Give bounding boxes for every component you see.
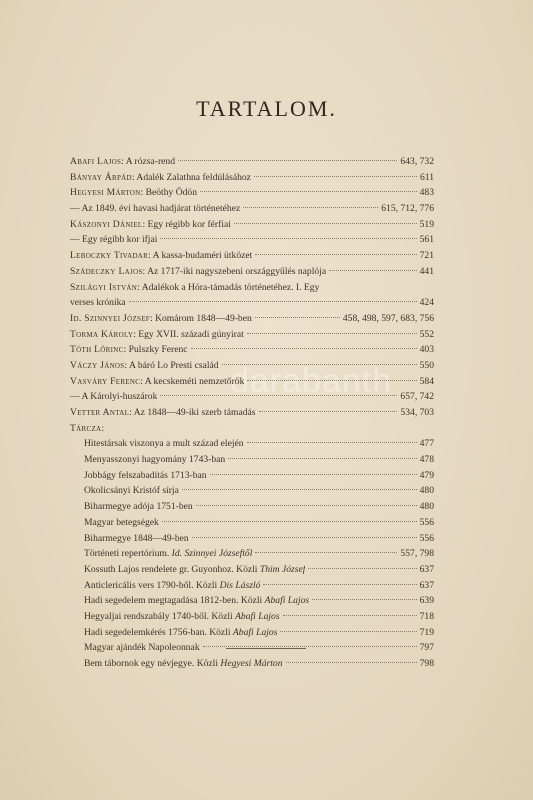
entry-pages: 615, 712, 776 [381,203,434,215]
entry-contributor: Abafi Lajos [264,595,310,607]
entry-author: Tóth Lőrinc [70,344,124,356]
entry-pages: 561 [419,234,434,246]
entry-text [84,436,244,452]
entry-author: Torma Károly [70,328,134,340]
toc-entry [70,201,434,217]
toc-entry [70,374,434,390]
entry-title: — Egy régibb kor ifjai [70,234,158,246]
entry-title: Hadi segedelem megtagadása 1812-ben. Közli [84,595,265,607]
entry-title: : Egy régibb kor férfiai [142,218,231,230]
entry-text [84,468,207,484]
entry-text [70,327,244,343]
dot-leader [308,568,416,569]
entry-title: : Pulszky Ferenc [123,344,188,356]
entry-text [84,625,277,641]
entry-text [70,421,104,437]
entry-text [84,640,200,656]
dot-leader [255,317,340,318]
dot-leader [243,207,378,208]
entry-pages: 611 [419,171,434,183]
entry-author: Leboczky Tivadar [70,250,149,262]
entry-pages: 556 [419,516,434,528]
toc-subentry [70,656,434,672]
entry-title: Jobbágy felszabadítás 1713-ban [84,469,207,481]
watermark: darabanth [230,362,393,400]
entry-text [84,515,159,531]
entry-pages: 441 [419,265,434,277]
toc-subentry [70,468,434,484]
entry-pages: 584 [419,375,434,387]
entry-title: : Az 1848—49-iki szerb támadás [129,407,256,418]
toc-subentry [70,562,434,578]
dot-leader [162,521,417,522]
entry-contributor: Thim József [259,563,306,575]
entry-title: verses krónika [70,297,126,309]
entry-pages: 519 [419,218,434,230]
entry-title: : A kassa-budaméri ütközet [148,250,253,262]
entry-pages: 643, 732 [400,156,434,167]
dot-leader [129,301,417,302]
entry-pages: 718 [419,610,434,622]
toc-subentry [70,593,434,609]
toc-subentry [70,625,434,641]
dot-leader [228,458,416,459]
entry-text [70,248,252,264]
entry-text [70,201,240,217]
dot-leader [178,160,397,161]
toc-entry [70,264,434,280]
entry-title: Anticlericális vers 1790-ből. Közli [84,579,220,591]
entry-text [70,295,126,311]
entry-pages: 557, 798 [400,548,434,560]
toc-entry [70,232,434,248]
dot-leader [222,364,417,365]
entry-text [70,185,197,201]
toc-entry [70,389,434,405]
toc-subentry [70,499,434,515]
toc-entry [70,327,434,343]
entry-author: Szádeczky Lajos [70,265,143,277]
entry-author: Tárcza [70,422,102,434]
entry-pages: 797 [419,642,434,654]
entry-pages: 639 [419,595,434,607]
entry-title: : Beöthy Ödön [140,187,198,199]
entry-title: — Az 1849. évi havasi hadjárat történetéhez [70,203,241,215]
entry-text [70,389,157,405]
entry-pages: 479 [419,469,434,481]
entry-pages: 534, 703 [400,407,434,418]
dot-leader [192,537,417,538]
entry-text [84,499,193,515]
table-of-contents [70,154,434,672]
entry-text [70,170,251,186]
entry-text [70,358,219,374]
dot-leader [247,333,417,334]
entry-author: Hegyesi Márton [70,187,141,199]
entry-text [70,264,326,280]
toc-subentry [70,452,434,468]
entry-pages: 637 [419,579,434,591]
entry-author: Vetter Antal [70,407,130,418]
entry-contributor: Abafi Lajos [232,626,278,638]
entry-pages: 480 [419,485,434,497]
dot-leader [196,505,417,506]
entry-author: Id. Szinnyei József [70,312,150,324]
toc-entry [70,217,434,233]
toc-entry [70,280,434,296]
entry-text [84,483,179,499]
toc-subentry [70,609,434,625]
entry-pages: 719 [419,626,434,638]
entry-pages: 657, 742 [400,391,434,403]
entry-title: : Egy XVII. századi gúnyirat [133,328,244,340]
entry-pages: 483 [419,187,434,199]
entry-text [70,311,252,327]
entry-text [84,656,283,672]
entry-text [84,609,280,625]
entry-pages: 556 [419,532,434,544]
entry-title: Bem tábornok egy névjegye. Közli [84,658,221,669]
dot-leader [191,348,417,349]
entry-title: : [101,422,105,434]
entry-title: Biharmegye adója 1751-ben [84,501,193,513]
dot-leader [254,176,417,177]
entry-text [70,217,231,233]
entry-pages: 458, 498, 597, 683, 756 [342,312,434,324]
entry-text [84,452,225,468]
toc-subentry [70,546,434,562]
toc-entry [70,405,434,421]
toc-entry [70,154,434,170]
page-title: TARTALOM. [196,96,337,121]
entry-pages: 552 [419,328,434,340]
entry-pages: 480 [419,501,434,513]
entry-text [84,562,305,578]
toc-entry [70,342,434,358]
entry-text [70,405,256,421]
entry-text [70,342,188,358]
entry-text [84,546,252,562]
toc-entry [70,295,434,311]
toc-entry [70,248,434,264]
entry-text [84,593,309,609]
entry-author: Szilágyi István [70,281,138,293]
dot-leader [160,395,397,396]
entry-title: Hadi segedelemkérés 1756-ban. Közli [84,626,233,638]
entry-pages: 721 [419,250,434,262]
dot-leader [247,442,417,443]
toc-entry [70,170,434,186]
toc-subentry [70,483,434,499]
entry-text [70,280,319,296]
dot-leader [255,552,397,553]
entry-title: Magyar ajándék Napoleonnak [84,642,200,654]
entry-pages: 477 [419,438,434,450]
entry-title: : Komárom 1848—49-ben [150,312,252,324]
dot-leader [160,238,416,239]
entry-author: Váczy János [70,359,125,371]
entry-text [70,374,244,390]
entry-author: Abafi Lajos [70,156,122,167]
dot-leader [255,254,416,255]
entry-title: Történeti repertórium. [84,548,172,560]
toc-subentry [70,436,434,452]
entry-title: Hitestársak viszonya a mult század elején [84,438,244,450]
toc-entry [70,358,434,374]
dot-leader [312,599,416,600]
entry-author: Bányay Árpád [70,171,132,183]
dot-leader [283,615,417,616]
dot-leader [286,662,417,663]
toc-subentry [70,515,434,531]
entry-title: — A Károlyi-huszárok [70,391,158,403]
entry-title: Kossuth Lajos rendelete gr. Guyonhoz. Közli [84,563,260,575]
entry-contributor: Hegyesi Márton [220,658,283,669]
entry-author: Vasváry Ferenc [70,375,141,387]
entry-pages: 637 [419,563,434,575]
entry-text [70,232,157,248]
entry-pages: 403 [419,344,434,356]
entry-title: Hegyaljai rendszabály 1740-ből. Közli [84,610,236,622]
dot-leader [247,380,416,381]
entry-pages: 424 [419,297,434,309]
entry-text [84,578,260,594]
entry-title: Okolicsányi Kristóf sírja [84,485,179,497]
dot-leader [210,474,417,475]
dot-leader [200,191,417,192]
entry-title: Magyar betegségek [84,516,159,528]
entry-contributor: Id. Szinnyei Józseftől [171,548,253,560]
entry-pages: 550 [419,359,434,371]
toc-entry [70,185,434,201]
entry-contributor: Dis László [219,579,261,591]
entry-title: : Adalékok a Hóra-támadás történetéhez. I. Egy [137,281,320,293]
dot-leader [329,270,416,271]
dot-leader [182,489,417,490]
closing-rule [226,648,306,649]
entry-title: : A báró Lo Presti család [124,359,219,371]
toc-entry [70,421,434,437]
toc-subentry [70,531,434,547]
entry-title: Biharmegye 1848—49-ben [84,532,189,544]
entry-text [84,531,189,547]
entry-author: Kászonyi Dániel [70,218,143,230]
entry-pages: 478 [419,454,434,466]
entry-title: Menyasszonyi hagyomány 1743-ban [84,454,226,466]
dot-leader [263,584,416,585]
dot-leader [280,631,416,632]
entry-text [70,154,175,170]
entry-pages: 798 [419,658,434,669]
dot-leader [234,223,417,224]
entry-title: : A kecskeméti nemzetőrök [140,375,245,387]
entry-title: : A rózsa-rend [121,156,175,167]
dot-leader [259,411,398,412]
entry-title: : Az 1717-iki nagyszebeni országgyűlés naplója [142,265,327,277]
entry-contributor: Abafi Lajos [235,610,280,622]
toc-entry [70,311,434,327]
entry-title: : Adalék Zalathna feldúlásához [131,171,251,183]
toc-subentry [70,578,434,594]
